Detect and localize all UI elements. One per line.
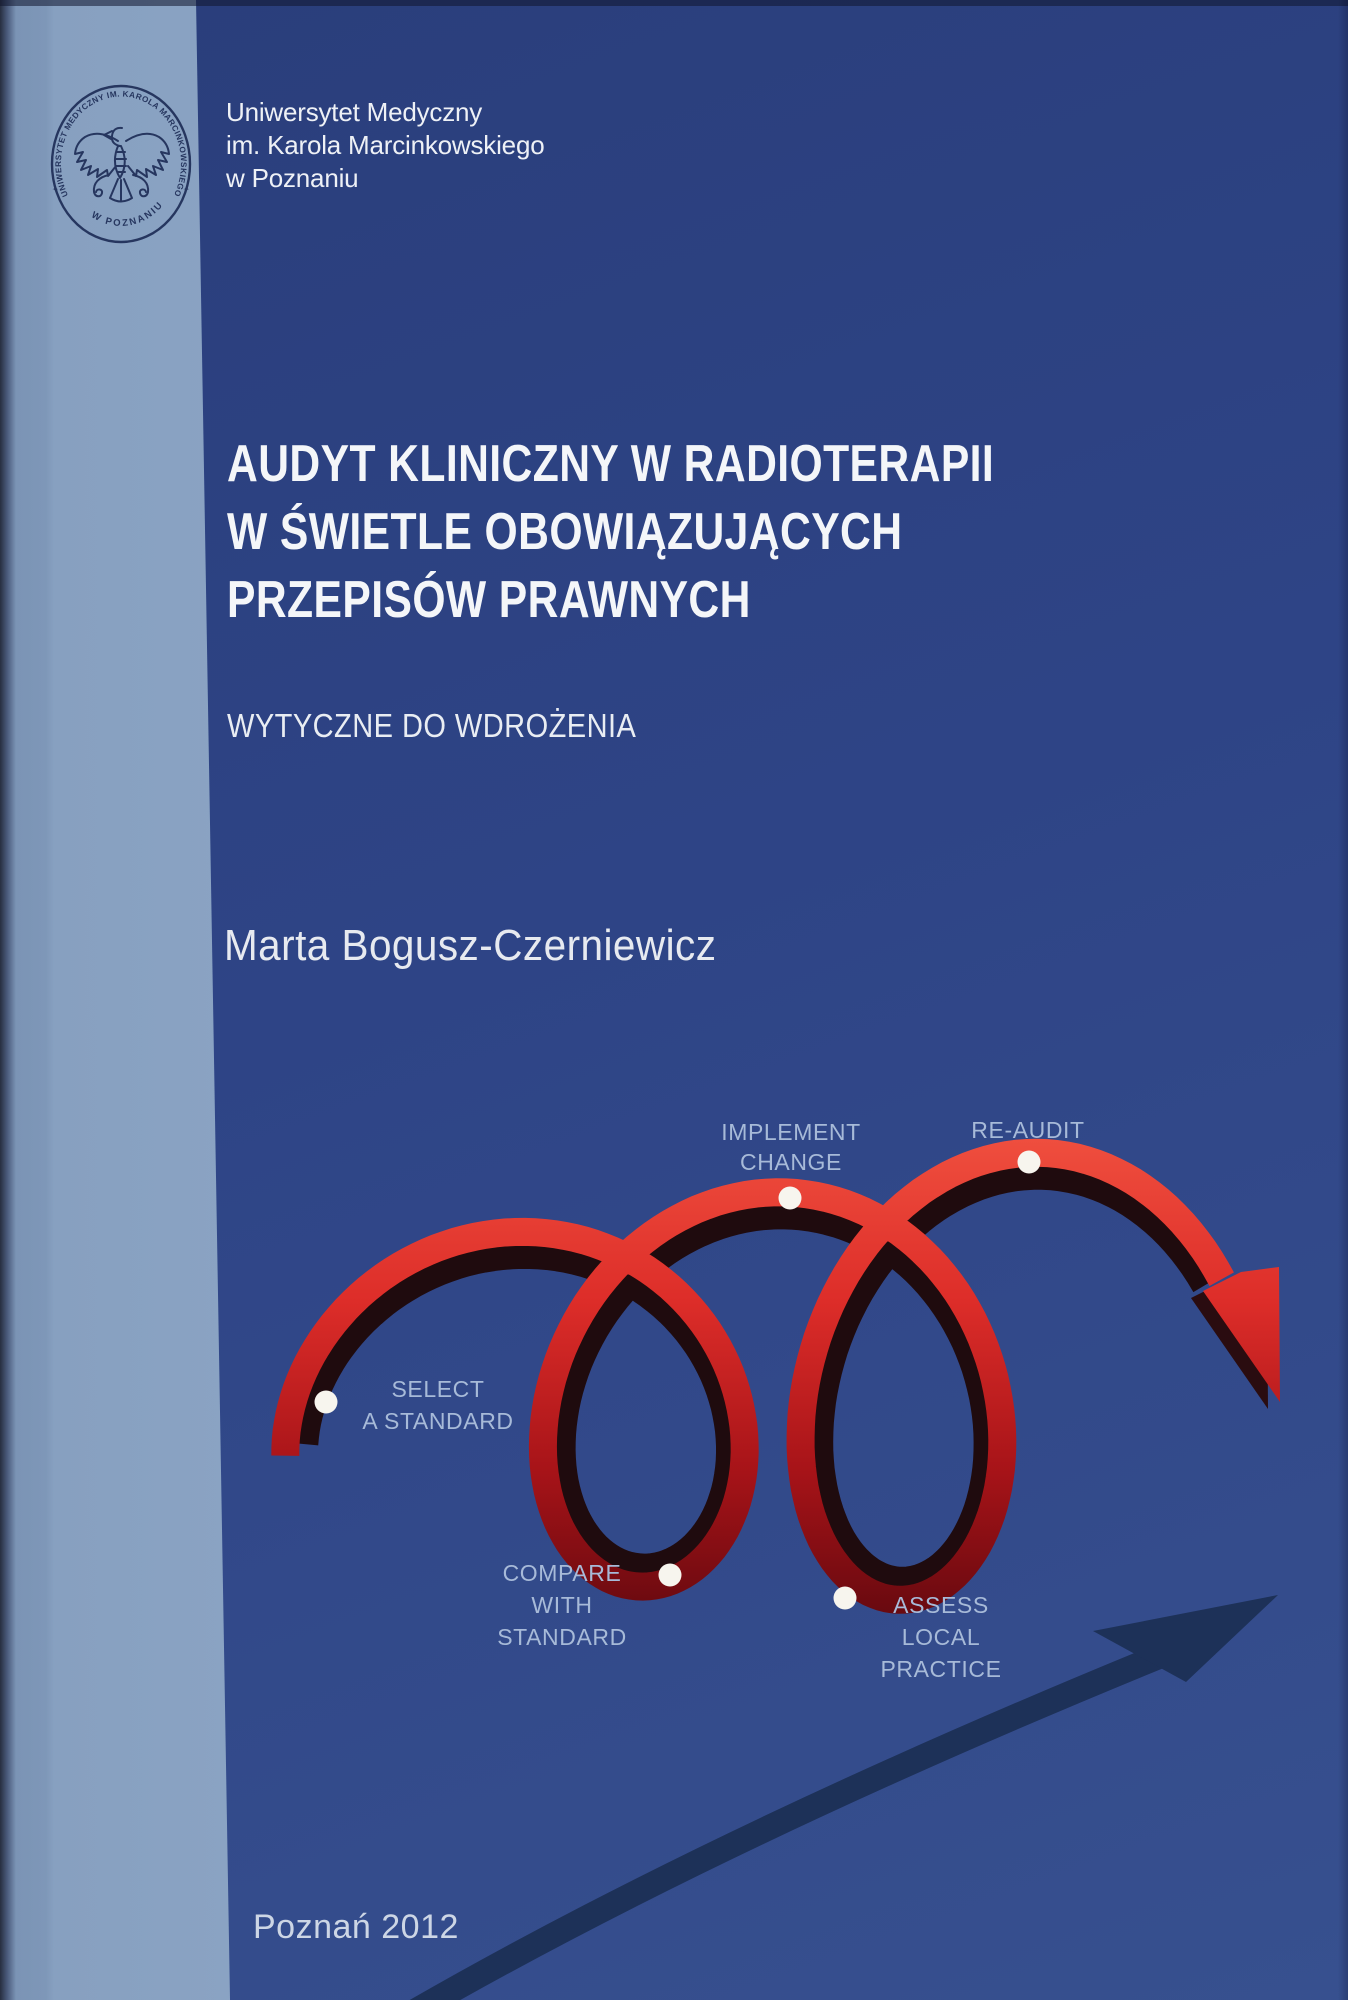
- dot-assess-practice: [834, 1587, 857, 1610]
- imprint-city-year: Poznań 2012: [253, 1908, 459, 1946]
- scan-top-edge: [0, 0, 1348, 6]
- spiral-arrowhead-shadow: [1191, 1274, 1268, 1409]
- progress-arrowhead: [1093, 1595, 1278, 1682]
- university-seal: [40, 76, 204, 256]
- dot-re-audit: [1018, 1151, 1041, 1174]
- book-title: [227, 430, 1163, 634]
- title-line-2: W ŚWIETLE OBOWIĄZUJĄCYCH: [227, 503, 903, 561]
- dot-implement-change: [779, 1187, 802, 1210]
- author-name: Marta Bogusz-Czerniewicz: [224, 921, 717, 970]
- title-line-1: AUDYT KLINICZNY W RADIOTERAPII: [227, 435, 995, 493]
- seal-ornament-right: ✦: [183, 185, 190, 194]
- dot-compare-standard: [659, 1564, 682, 1587]
- seal-ring-text: UNIWERSYTET MEDYCZNY IM. KAROLA MARCINKOWSKIEGO: [53, 89, 189, 199]
- label-re-audit: RE-AUDIT: [971, 1117, 1085, 1143]
- title-line-3: PRZEPISÓW PRAWNYCH: [227, 571, 751, 629]
- scan-right-edge: [1338, 0, 1348, 2000]
- label-compare-standard: COMPARE WITH STANDARD: [497, 1560, 627, 1650]
- spine-stripe: [0, 0, 232, 2000]
- progress-arrow: [400, 1595, 1278, 2000]
- book-subtitle: WYTYCZNE DO WDROŻENIA: [227, 707, 637, 744]
- spiral-arrowhead: [1203, 1267, 1280, 1402]
- eagle-icon: [75, 128, 169, 202]
- seal-ornament-left: ✦: [52, 185, 59, 194]
- label-select-standard: SELECT A STANDARD: [362, 1376, 514, 1434]
- dot-select-standard: [315, 1391, 338, 1414]
- label-implement-change: IMPLEMENT CHANGE: [721, 1119, 861, 1175]
- publisher-name: Uniwersytet Medyczny im. Karola Marcinkowskiego w Poznaniu: [226, 97, 545, 193]
- seal-bottom-text: W POZNANIU: [89, 199, 167, 230]
- label-assess-practice: ASSESS LOCAL PRACTICE: [880, 1592, 1002, 1682]
